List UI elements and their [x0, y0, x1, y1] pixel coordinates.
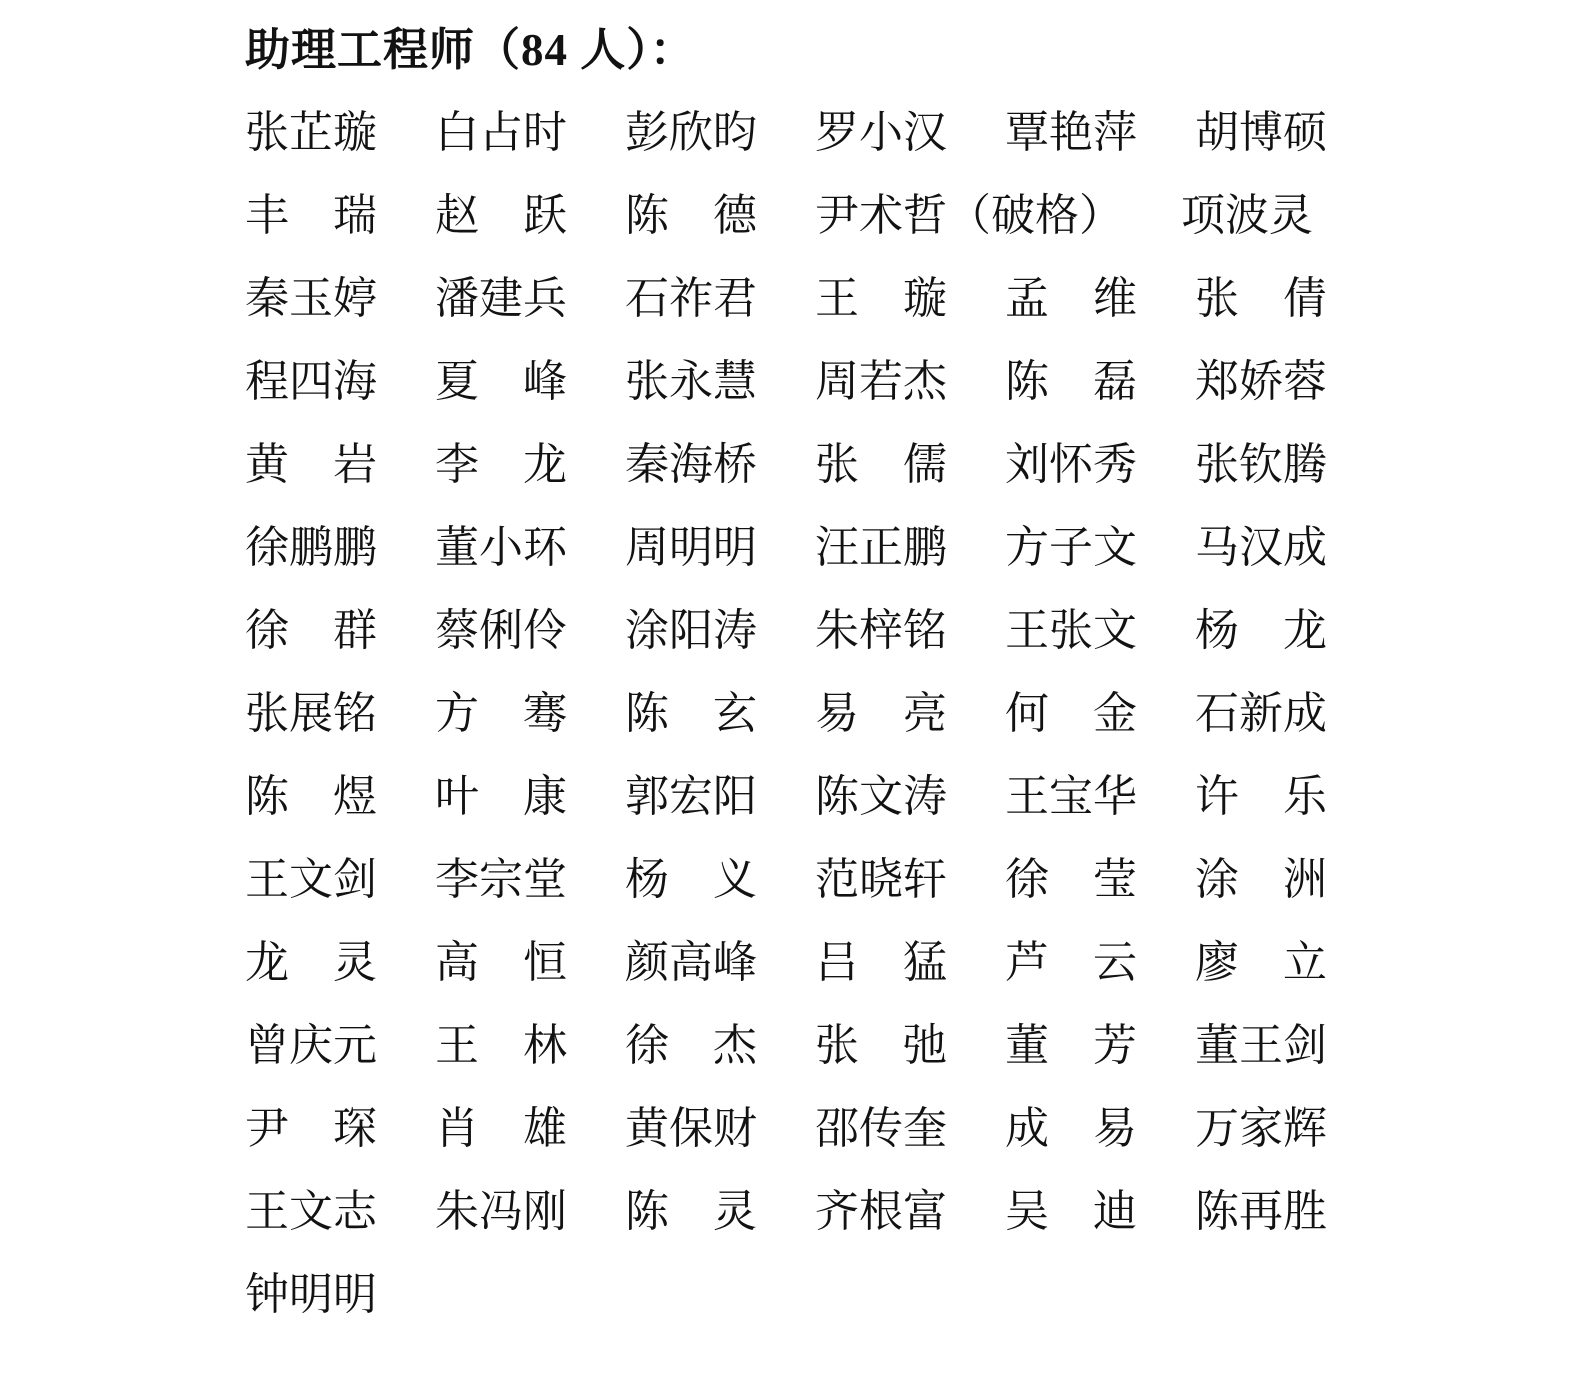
person-name: 董小环: [435, 523, 567, 572]
person-name: 吕 猛: [815, 938, 947, 987]
person-name: 尹术哲（破格）: [815, 191, 1123, 240]
person-name: 郭宏阳: [625, 772, 757, 821]
person-name: 叶 康: [435, 772, 567, 821]
name-row: [245, 520, 1547, 576]
person-name: 潘建兵: [435, 274, 567, 323]
name-row: [245, 1101, 1547, 1157]
person-name: 王文剑: [245, 855, 377, 904]
person-name: 张芷璇: [245, 108, 377, 157]
person-name: 齐根富: [815, 1187, 947, 1236]
person-name: 成 易: [1005, 1104, 1137, 1153]
person-name: 郑娇蓉: [1195, 357, 1327, 406]
person-name: 董 芳: [1005, 1021, 1137, 1070]
person-name: 芦 云: [1005, 938, 1137, 987]
person-name: 许 乐: [1195, 772, 1327, 821]
person-name: 王 林: [435, 1021, 567, 1070]
person-name: 石祚君: [625, 274, 757, 323]
person-name: 肖 雄: [435, 1104, 567, 1153]
person-name: 张展铭: [245, 689, 377, 738]
person-name: 徐鹏鹏: [245, 523, 377, 572]
person-name: 曾庆元: [245, 1021, 377, 1070]
person-name: 何 金: [1005, 689, 1137, 738]
person-name: 张永慧: [625, 357, 757, 406]
person-name: 徐 杰: [625, 1021, 757, 1070]
person-name: 汪正鹏: [815, 523, 947, 572]
person-name: 李宗堂: [435, 855, 567, 904]
name-row: [245, 188, 1547, 244]
person-name: 涂阳涛: [625, 606, 757, 655]
name-list: [245, 105, 1547, 1323]
name-row: [245, 686, 1547, 742]
person-name: 钟明明: [245, 1270, 377, 1319]
person-name: 董王剑: [1195, 1021, 1327, 1070]
person-name: 杨 龙: [1195, 606, 1327, 655]
person-name: 吴 迪: [1005, 1187, 1137, 1236]
person-name: 陈 磊: [1005, 357, 1137, 406]
person-name: 石新成: [1195, 689, 1327, 738]
person-name: 王 璇: [815, 274, 947, 323]
person-name: 秦玉婷: [245, 274, 377, 323]
person-name: 尹 琛: [245, 1104, 377, 1153]
name-row: [245, 437, 1547, 493]
person-name: 白占时: [435, 108, 567, 157]
name-row: [245, 354, 1547, 410]
name-row: [245, 603, 1547, 659]
person-name: 廖 立: [1195, 938, 1327, 987]
person-name: 孟 维: [1005, 274, 1137, 323]
person-name: 黄 岩: [245, 440, 377, 489]
person-name: 张 儒: [815, 440, 947, 489]
person-name: 龙 灵: [245, 938, 377, 987]
person-name: 项波灵: [1181, 191, 1313, 240]
person-name: 范晓轩: [815, 855, 947, 904]
person-name: 程四海: [245, 357, 377, 406]
person-name: 王宝华: [1005, 772, 1137, 821]
person-name: 丰 瑞: [245, 191, 377, 240]
person-name: 陈 灵: [625, 1187, 757, 1236]
person-name: 秦海桥: [625, 440, 757, 489]
person-name: 陈 煜: [245, 772, 377, 821]
person-name: 马汉成: [1195, 523, 1327, 572]
name-row: [245, 1184, 1547, 1240]
person-name: 高 恒: [435, 938, 567, 987]
person-name: 彭欣昀: [625, 108, 757, 157]
person-name: 张钦腾: [1195, 440, 1327, 489]
person-name: 方子文: [1005, 523, 1137, 572]
person-name: 方 骞: [435, 689, 567, 738]
person-name: 覃艳萍: [1005, 108, 1137, 157]
person-name: 张 弛: [815, 1021, 947, 1070]
name-row: [245, 1018, 1547, 1074]
name-row: [245, 271, 1547, 327]
person-name: 涂 洲: [1195, 855, 1327, 904]
person-name: 徐 莹: [1005, 855, 1137, 904]
section-title: 助理工程师（84 人）：: [245, 25, 696, 75]
person-name: 蔡俐伶: [435, 606, 567, 655]
person-name: 陈文涛: [815, 772, 947, 821]
name-row: [245, 852, 1547, 908]
person-name: 杨 义: [625, 855, 757, 904]
person-name: 陈 玄: [625, 689, 757, 738]
person-name: 徐 群: [245, 606, 377, 655]
person-name: 易 亮: [815, 689, 947, 738]
name-row: [245, 935, 1547, 991]
person-name: 陈 德: [625, 191, 757, 240]
name-row: [245, 1267, 1547, 1323]
person-name: 王张文: [1005, 606, 1137, 655]
person-name: 刘怀秀: [1005, 440, 1137, 489]
person-name: 周明明: [625, 523, 757, 572]
name-row: [245, 105, 1547, 161]
person-name: 夏 峰: [435, 357, 567, 406]
name-row: [245, 769, 1547, 825]
person-name: 朱梓铭: [815, 606, 947, 655]
person-name: 罗小汉: [815, 108, 947, 157]
person-name: 万家辉: [1195, 1104, 1327, 1153]
person-name: 颜高峰: [625, 938, 757, 987]
person-name: 胡博硕: [1195, 108, 1327, 157]
person-name: 李 龙: [435, 440, 567, 489]
person-name: 赵 跃: [435, 191, 567, 240]
person-name: 黄保财: [625, 1104, 757, 1153]
person-name: 陈再胜: [1195, 1187, 1327, 1236]
person-name: 朱冯刚: [435, 1187, 567, 1236]
person-name: 王文志: [245, 1187, 377, 1236]
person-name: 邵传奎: [815, 1104, 947, 1153]
person-name: 张 倩: [1195, 274, 1327, 323]
person-name: 周若杰: [815, 357, 947, 406]
